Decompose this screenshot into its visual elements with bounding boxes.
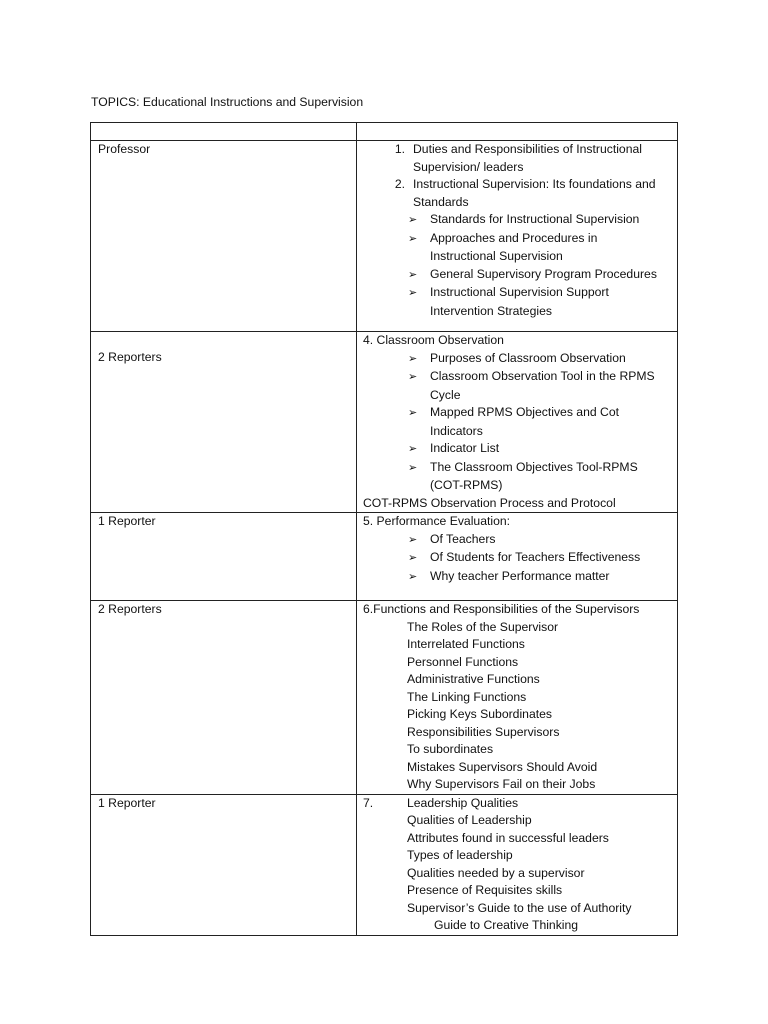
reporter-cell [91, 513, 357, 601]
bullet-text-continued: Cycle [430, 387, 461, 402]
item-number: 7. [363, 795, 374, 810]
reporter-cell [91, 141, 357, 332]
list-item: The Linking Functions [407, 689, 527, 704]
table-row [91, 513, 678, 601]
arrow-bullet-icon: ➢ [408, 214, 418, 226]
section-heading: 6.Functions and Responsibilities of the Supervisors [363, 602, 640, 616]
list-item: Attributes found in successful leaders [407, 830, 609, 845]
arrow-bullet-icon: ➢ [408, 407, 418, 419]
reporter-cell [91, 794, 357, 935]
item-text: Duties and Responsibilities of Instructional [413, 142, 642, 156]
topic-cell [357, 794, 678, 935]
list-item [363, 176, 677, 194]
table-row [91, 601, 678, 795]
table-row [91, 332, 678, 513]
list-item: Responsibilities Supervisors [407, 724, 560, 739]
topic-cell [357, 513, 678, 601]
bullet-text: Mapped RPMS Objectives and Cot [430, 405, 619, 419]
bullet-item [363, 211, 677, 230]
bullet-text: Standards for Instructional Supervision [430, 212, 640, 226]
bullet-text-continued: Instructional Supervision [430, 249, 563, 263]
bullet-item [363, 284, 677, 303]
list-item: Mistakes Supervisors Should Avoid [407, 759, 598, 774]
arrow-bullet-icon: ➢ [408, 461, 418, 474]
reporter-label: 2 Reporters [98, 602, 162, 616]
list-item: Administrative Functions [407, 672, 540, 686]
topic-cell [357, 141, 678, 332]
item-text: Instructional Supervision: Its foundations and [413, 177, 656, 191]
list-item: Presence of Requisites skills [407, 883, 563, 897]
section-footer: COT-RPMS Observation Process and Protocol [363, 495, 616, 510]
table-header-row [91, 123, 678, 141]
header-cell-2 [357, 123, 678, 141]
arrow-bullet-icon: ➢ [408, 287, 418, 299]
bullet-item [363, 266, 677, 285]
bullet-item [363, 368, 677, 387]
bullet-text: General Supervisory Program Procedures [430, 266, 657, 281]
list-item: Personnel Functions [407, 654, 519, 669]
item-number: 2. [394, 177, 405, 191]
arrow-bullet-icon: ➢ [408, 443, 418, 455]
arrow-bullet-icon: ➢ [408, 352, 418, 365]
bullet-text: Indicator List [430, 441, 500, 455]
bullet-text-continued: Intervention Strategies [430, 303, 552, 318]
bullet-text: Purposes of Classroom Observation [430, 350, 626, 365]
list-item: Types of leadership [407, 848, 513, 862]
list-item: Supervisor’s Guide to the use of Authority [407, 900, 632, 915]
arrow-bullet-icon: ➢ [408, 552, 418, 564]
list-item: Interrelated Functions [407, 637, 525, 651]
section-heading: 5. Performance Evaluation: [363, 514, 511, 528]
list-item [363, 141, 677, 159]
bullet-text: Classroom Observation Tool in the RPMS [430, 369, 655, 383]
topic-cell [357, 332, 678, 513]
list-item: Qualities needed by a supervisor [407, 865, 585, 880]
list-item: Why Supervisors Fail on their Jobs [407, 777, 596, 791]
list-item: To subordinates [407, 742, 494, 756]
list-item [363, 795, 677, 813]
list-item: Qualities of Leadership [407, 813, 532, 827]
bullet-text: The Classroom Objectives Tool-RPMS [430, 459, 638, 474]
bullet-item [363, 350, 677, 369]
bullet-item [363, 440, 677, 459]
reporter-cell [91, 601, 357, 795]
bullet-text-continued: (COT-RPMS) [430, 478, 503, 492]
bullet-item [363, 531, 677, 550]
bullet-item [363, 230, 677, 249]
table-row [91, 794, 678, 935]
topics-table [90, 122, 678, 936]
reporter-label: 2 Reporters [98, 350, 162, 364]
reporter-cell [91, 332, 357, 513]
reporter-label: 1 Reporter [98, 514, 156, 528]
section-heading: Leadership Qualities [407, 795, 519, 810]
header-cell-1 [91, 123, 357, 141]
topic-cell [357, 601, 678, 795]
arrow-bullet-icon: ➢ [408, 232, 418, 245]
list-item: Guide to Creative Thinking [434, 918, 579, 932]
list-item: The Roles of the Supervisor [407, 619, 559, 634]
item-text-continued: Standards [413, 194, 469, 209]
reporter-label: 1 Reporter [98, 795, 156, 810]
item-text-continued: Supervision/ leaders [413, 159, 524, 174]
bullet-text: Instructional Supervision Support [430, 285, 609, 299]
bullet-text-continued: Indicators [430, 423, 483, 438]
bullet-item [363, 459, 677, 478]
bullet-text: Of Teachers [430, 531, 496, 546]
bullet-item [363, 404, 677, 423]
arrow-bullet-icon: ➢ [408, 268, 418, 281]
bullet-text: Of Students for Teachers Effectiveness [430, 550, 641, 564]
section-heading: 4. Classroom Observation [363, 333, 504, 347]
arrow-bullet-icon: ➢ [408, 570, 418, 583]
reporter-label: Professor [98, 142, 151, 156]
table-row [91, 141, 678, 332]
bullet-item [363, 549, 677, 568]
page-title: TOPICS: Educational Instructions and Supervision [91, 95, 364, 109]
bullet-text: Why teacher Performance matter [430, 568, 610, 583]
arrow-bullet-icon: ➢ [408, 371, 418, 383]
item-number: 1. [394, 142, 405, 156]
bullet-text: Approaches and Procedures in [430, 230, 598, 245]
arrow-bullet-icon: ➢ [408, 533, 418, 546]
list-item: Picking Keys Subordinates [407, 707, 552, 721]
bullet-item [363, 568, 677, 587]
